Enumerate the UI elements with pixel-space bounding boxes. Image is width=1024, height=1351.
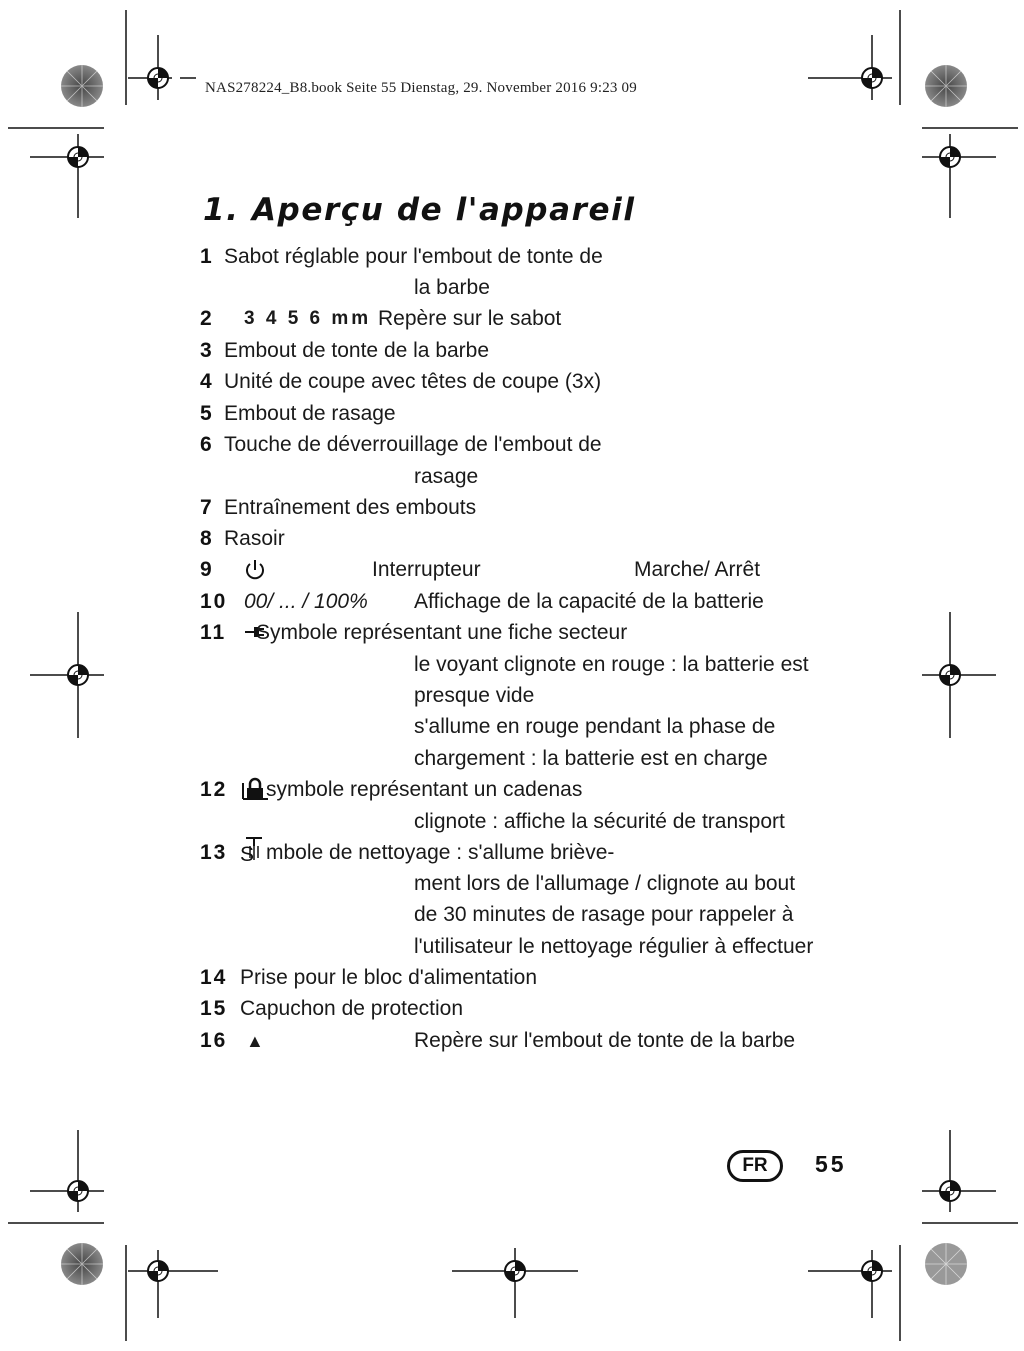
item-number: 5 [200, 402, 214, 425]
item-number: 11 [200, 621, 227, 644]
item-text: Repère sur le sabot [378, 307, 562, 330]
item-number: 1 [200, 245, 214, 268]
item-text: Symbole représentant une fiche secteur [256, 621, 628, 644]
item-text: Affichage de la capacité de la batterie [414, 590, 764, 613]
item-text: Embout de rasage [224, 402, 396, 425]
battery-capacity-marking: 00/ ... / 100% [244, 590, 368, 613]
item-text-secondary: Marche/ Arrêt [634, 558, 761, 581]
item-text-continued: clignote : affiche la sécurité de transport [414, 810, 785, 833]
item-text: Touche de déverrouillage de l'embout de [224, 433, 602, 456]
item-text-continued: chargement : la batterie est en charge [414, 747, 768, 770]
item-text: Sabot réglable pour l'embout de tonte de [224, 245, 603, 268]
item-number: 2 [200, 307, 214, 330]
item-text: Interrupteur [372, 558, 481, 581]
item-text-continued: rasage [414, 465, 479, 488]
item-number: 6 [200, 433, 214, 456]
item-text: Prise pour le bloc d'alimentation [240, 966, 538, 989]
item-number: 10 [200, 590, 228, 613]
page-title: 1. Aperçu de l'appareil [203, 192, 636, 228]
item-number: 13 [200, 841, 228, 864]
item-text: Capuchon de protection [240, 997, 463, 1020]
item-number: 15 [200, 997, 228, 1020]
svg-text:S: S [240, 843, 255, 866]
item-number: 4 [200, 370, 214, 393]
page-number: 55 [815, 1151, 847, 1177]
item-number: 12 [200, 778, 228, 801]
sabot-marking: 3 4 5 6 mm [244, 308, 372, 329]
item-text: Rasoir [224, 527, 285, 550]
cleaning-icon [240, 834, 268, 874]
item-text-continued: ment lors de l'allumage / clignote au bout [414, 872, 796, 895]
item-text-continued: presque vide [414, 684, 535, 707]
item-number: 7 [200, 496, 214, 519]
language-badge: FR [727, 1150, 783, 1182]
item-text: mbole de nettoyage : s'allume briève- [266, 841, 615, 864]
item-text: Embout de tonte de la barbe [224, 339, 490, 362]
triangle-marker-icon: ▲ [246, 1031, 264, 1051]
item-number: 16 [200, 1029, 228, 1052]
item-text-continued: de 30 minutes de rasage pour rappeler à [414, 903, 794, 926]
item-text-continued: s'allume en rouge pendant la phase de [414, 715, 776, 738]
print-header-info: NAS278224_B8.book Seite 55 Dienstag, 29. November 2016 9:23 09 [205, 80, 637, 96]
item-number: 9 [200, 558, 214, 581]
power-icon [244, 557, 266, 589]
item-text-continued: l'utilisateur le nettoyage régulier à effectuer [414, 935, 814, 958]
item-text: Unité de coupe avec têtes de coupe (3x) [224, 370, 602, 393]
item-number: 14 [200, 966, 228, 989]
item-number: 8 [200, 527, 214, 550]
item-text: Entraînement des embouts [224, 496, 477, 519]
item-text: Repère sur l'embout de tonte de la barbe [414, 1029, 796, 1052]
item-number: 3 [200, 339, 214, 362]
item-text: symbole représentant un cadenas [266, 778, 583, 801]
item-text-continued: la barbe [414, 276, 490, 299]
item-text-continued: le voyant clignote en rouge : la batterie est [414, 653, 809, 676]
